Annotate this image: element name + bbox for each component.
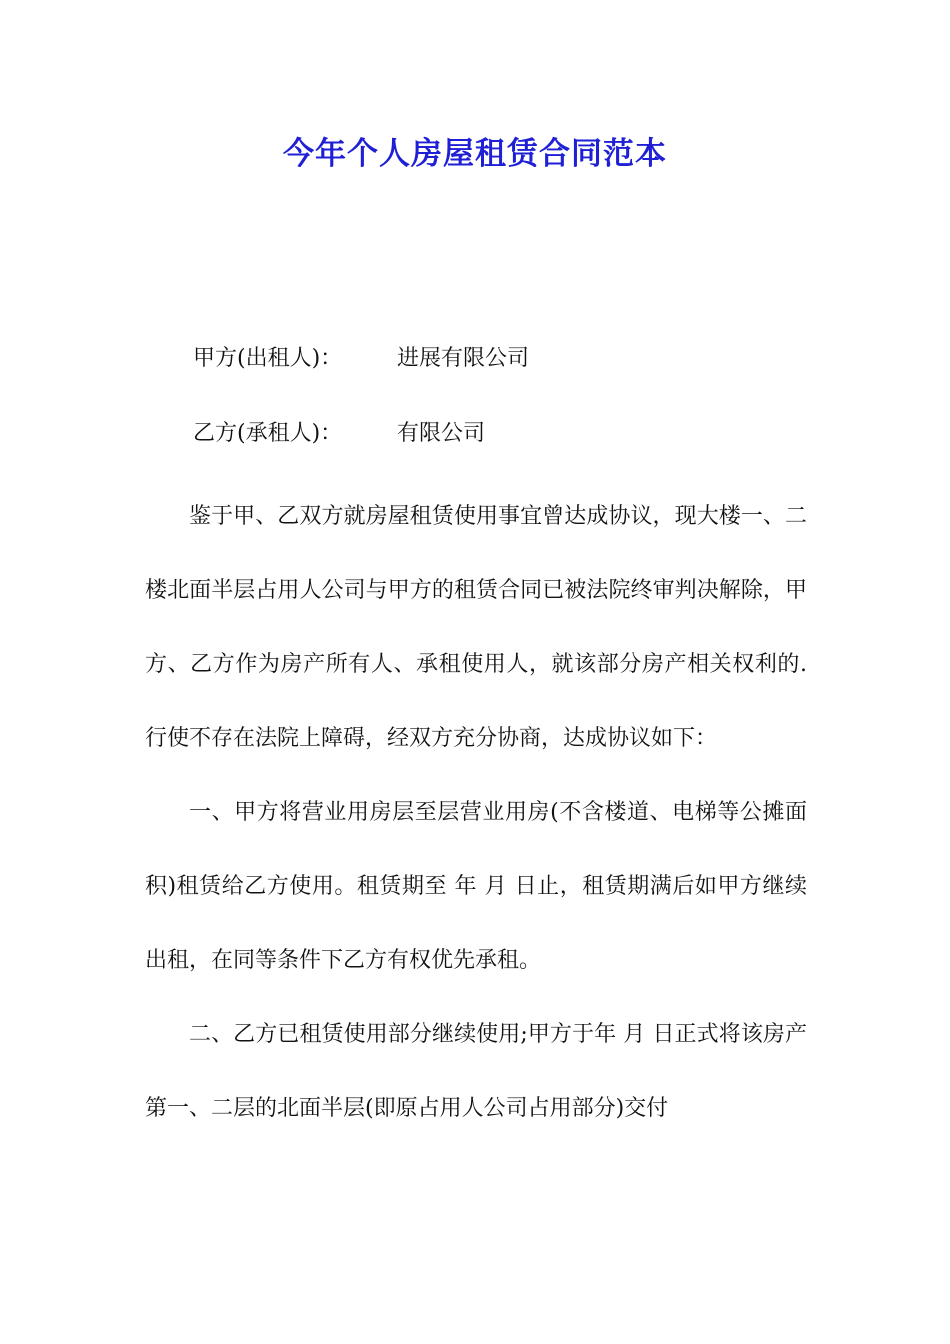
- party-a-line: [193, 344, 529, 374]
- party-b-label: 乙方(承租人)：: [193, 421, 343, 446]
- document-body: [145, 480, 807, 1146]
- paragraph-preamble: 鉴于甲、乙双方就房屋租赁使用事宜曾达成协议，现大楼一、二楼北面半层占用人公司与甲方的租赁合同已被法院终审判决解除，甲方、乙方作为房产所有人、承租使用人，就该部分房产相关权利的.行使不存在法院上障碍，经双方充分协商，达成协议如下：: [145, 504, 807, 751]
- party-b-value: 有限公司: [397, 421, 486, 446]
- party-a-label: 甲方(出租人)：: [193, 346, 343, 371]
- paragraph-clause-1: 一、甲方将营业用房层至层营业用房(不含楼道、电梯等公摊面积)租赁给乙方使用。租赁期至 年 月 日止，租赁期满后如甲方继续出租，在同等条件下乙方有权优先承租。: [145, 800, 807, 973]
- party-a-value: 进展有限公司: [397, 346, 530, 371]
- document-title: 今年个人房屋租赁合同范本: [283, 136, 667, 172]
- party-b-line: [193, 419, 485, 449]
- paragraph-clause-2: 二、乙方已租赁使用部分继续使用;甲方于年 月 日正式将该房产第一、二层的北面半层(即原占用人公司占用部分)交付: [145, 1022, 807, 1121]
